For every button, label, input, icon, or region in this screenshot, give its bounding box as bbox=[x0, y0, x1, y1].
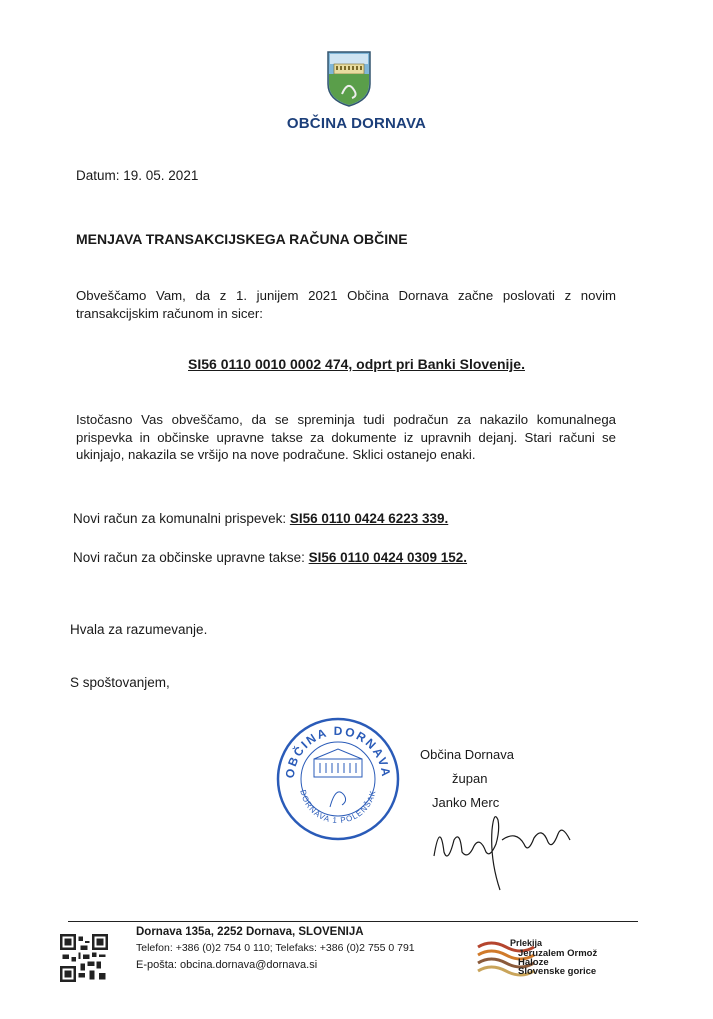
partner-logo-line3: Haloze bbox=[518, 957, 549, 968]
footer-phone: Telefon: +386 (0)2 754 0 110; Telefaks: +386 (0)2 755 0 791 bbox=[136, 942, 415, 954]
stamp-top-text: OBČINA DORNAVA bbox=[282, 723, 394, 780]
signer-name: Janko Merc bbox=[432, 795, 500, 810]
svg-text:DORNAVA 1 POLENŠAK bbox=[298, 789, 377, 825]
partner-logo-line1: Prlekija bbox=[510, 938, 543, 948]
takse-account-label: Novi račun za občinske upravne takse: bbox=[73, 550, 309, 565]
main-account-number: SI56 0110 0010 0002 474, odprt pri Banki Slovenije. bbox=[188, 356, 525, 372]
footer-divider bbox=[68, 921, 638, 922]
stamp-bottom-text: DORNAVA 1 POLENŠAK bbox=[298, 788, 378, 826]
signer-organization: Občina Dornava bbox=[420, 747, 514, 762]
partner-logo-line4: Slovenske gorice bbox=[518, 966, 597, 977]
official-stamp bbox=[274, 715, 402, 843]
komunalni-account-number: SI56 0110 0424 6223 339. bbox=[289, 511, 449, 526]
municipality-title: OBČINA DORNAVA bbox=[286, 115, 427, 132]
komunalni-account-label: Novi račun za komunalni prispevek: bbox=[73, 511, 290, 526]
letter-heading: MENJAVA TRANSAKCIJSKEGA RAČUNA OBČINE bbox=[76, 231, 408, 247]
thanks-text: Hvala za razumevanje. bbox=[70, 622, 208, 637]
komunalni-account-line bbox=[73, 511, 448, 526]
qr-code-icon bbox=[60, 934, 108, 982]
municipal-coat-of-arms-icon bbox=[324, 50, 374, 108]
signer-role: župan bbox=[452, 771, 488, 786]
footer-address: Dornava 135a, 2252 Dornava, SLOVENIJA bbox=[136, 926, 364, 938]
body-paragraph: Istočasno Vas obveščamo, da se spreminja tudi podračun za nakazilo komunalnega prispevka in občinske upravne takse za dokumente iz upravnih dejanj. Stari računi se ukinjajo, nakazila se vršijo na nove podračune. Sklici ostanejo enaki. bbox=[76, 412, 616, 462]
takse-account-number: SI56 0110 0424 0309 152. bbox=[308, 550, 468, 565]
partner-logo-line2: Jeruzalem Ormož bbox=[518, 948, 598, 959]
takse-account-line bbox=[73, 550, 467, 565]
intro-paragraph: Obveščamo Vam, da z 1. junijem 2021 Občina Dornava začne poslovati z novim transakcijskim računom in sicer: bbox=[76, 288, 616, 321]
handwritten-signature bbox=[420, 800, 580, 895]
letter-date: Datum: 19. 05. 2021 bbox=[76, 168, 199, 183]
footer-email: E-pošta: obcina.dornava@dornava.si bbox=[136, 959, 318, 971]
closing-text: S spoštovanjem, bbox=[70, 675, 170, 690]
